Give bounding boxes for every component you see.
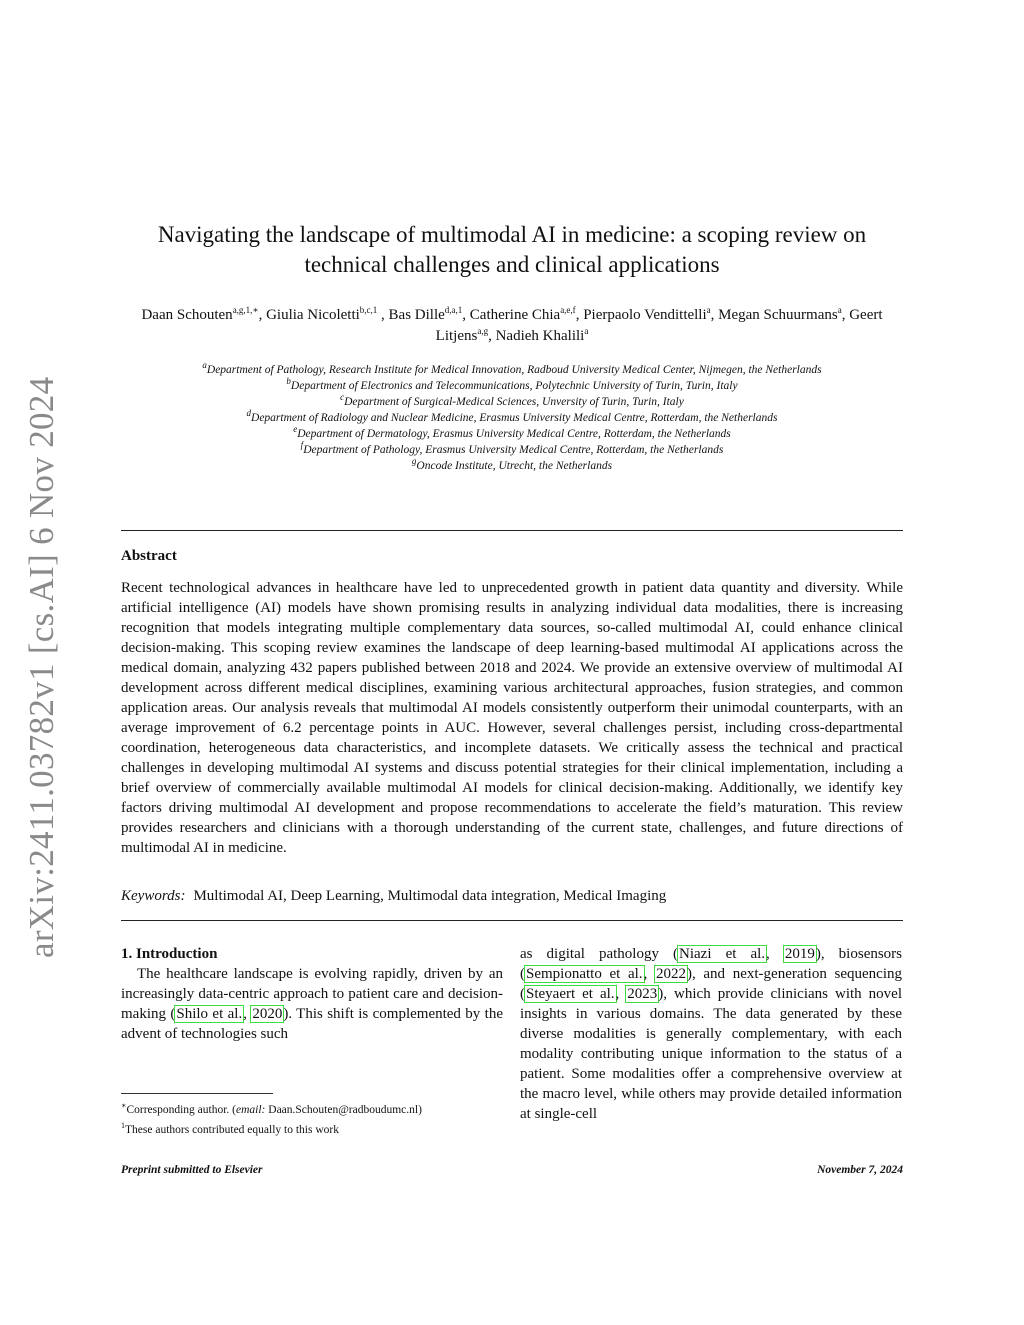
- title-line-2: technical challenges and clinical applications: [304, 252, 720, 277]
- keywords-label: Keywords:: [121, 888, 186, 904]
- footnote-rule: [121, 1093, 273, 1094]
- paper-title: [122, 220, 902, 280]
- author-name: Pierpaolo Vendittelli: [583, 307, 707, 323]
- intro-text: ), and next-generation sequencing (: [520, 966, 902, 1002]
- author-affiliation-marks: b,c,1: [359, 305, 378, 315]
- citation-link-shilo[interactable]: Shilo et al.: [176, 1006, 243, 1022]
- keywords-text: Multimodal AI, Deep Learning, Multimodal data integration, Medical Imaging: [193, 888, 667, 904]
- author-name: Bas Dille: [388, 307, 445, 323]
- author-name: Geert Litjens: [435, 307, 883, 344]
- citation-link-sempionatto[interactable]: Sempionatto et al.: [526, 966, 643, 982]
- affiliation-f: $^f$Department of Pathology, Erasmus University Medical Centre, Rotterdam, the Netherlands: [300, 440, 724, 456]
- affiliation-b: $^b$Department of Electronics and Telecommunications, Polytechnic University of Turin, Turin, Italy: [286, 376, 738, 392]
- author-name: Catherine Chia: [469, 307, 561, 323]
- author-affiliation-marks: d,a,1: [444, 305, 463, 315]
- author-name: Nadieh Khalili: [495, 328, 585, 344]
- abstract-text: Recent technological advances in healthcare have led to unprecedented growth in patient data quantity and diversity. While artificial intelligence (AI) models have shown promising results in analyzing individual data modalities, there is increasing recognition that models integrating multiple complementary data sources, so-called multimodal AI, could enhance clinical decision-making. This scoping review examines the landscape of deep learning-based multimodal AI applications across the medical domain, analyzing 432 papers published between 2018 and 2024. We provide an extensive overview of multimodal AI development across different medical disciplines, examining various architectural approaches, fusion strategies, and common application areas. Our analysis reveals that multimodal AI models consistently outperform their unimodal counterparts, with an average improvement of 6.2 percentage points in AUC. However, several challenges persist, including cross-departmental coordination, heterogeneous data characteristics, and incomplete datasets. We critically assess the technical and practical challenges in developing multimodal AI systems and discuss potential strategies for their clinical implementation, including a brief overview of commercially available multimodal AI models for clinical decision-making. Additionally, we identify key factors driving multimodal AI development and propose recommendations to accelerate the field’s maturation. This review provides researchers and clinicians with a thorough understanding of the current state, challenges, and future directions of multimodal AI in medicine.: [121, 580, 903, 856]
- footer-preprint-note: Preprint submitted to Elsevier: [121, 1164, 263, 1176]
- abstract-bottom-rule: [121, 920, 903, 921]
- footnote-corresponding-author: ∗Corresponding author. (email: Daan.Schouten@radboudumc.nl): [121, 1101, 422, 1116]
- affiliation-list: [122, 362, 902, 474]
- intro-text: The healthcare landscape is evolving rapidly, driven by an increasingly data-centric approach to patient care and decision-making (: [121, 966, 503, 1022]
- author-name: Daan Schouten: [141, 307, 233, 323]
- author-affiliation-marks: a: [706, 305, 711, 315]
- intro-text: as digital pathology (: [520, 946, 679, 962]
- author-affiliation-marks: a,e,f: [560, 305, 576, 315]
- abstract-heading: Abstract: [121, 548, 177, 564]
- intro-text: ), which provide clinicians with novel insights in various domains. The data generated by these diverse modalities is generally complementary, with each modality contributing unique information to the status of a patient. Some modalities offer a comprehensive overview at the macro level, while others may provide detailed information at single-cell: [520, 986, 902, 1122]
- author-affiliation-marks: a: [837, 305, 842, 315]
- citation-link-niazi[interactable]: Niazi et al.: [679, 946, 766, 962]
- author-name: Giulia Nicoletti: [266, 307, 360, 323]
- citation-link-steyaert[interactable]: Steyaert et al.: [526, 986, 615, 1002]
- intro-text: ), biosensors (: [520, 946, 903, 982]
- abstract-top-rule: [121, 530, 903, 531]
- author-list: Daan Schouten$^{a,g,1,∗}$, Giulia Nicoletti$^{b,c,1}$ , Bas Dille$^{d,a,1}$, Catherine Chia$^{a,e,f}$, Pierpaolo Vendittelli$^a$, Megan Schuurmans$^a$, Geert Litjens$^{a,g}$, Nadieh Khalili$^a$: [141, 305, 883, 344]
- intro-paragraph-left: The healthcare landscape is evolving rapidly, driven by an increasingly data-centric approach to patient care and decision-making (Shilo et al., 2020). This shift is complemented by the advent of technologies such: [121, 966, 503, 1042]
- affiliation-a: $^a$Department of Pathology, Research Institute for Medical Innovation, Radboud University Medical Center, Nijmegen, the Netherlands: [202, 360, 822, 376]
- intro-paragraph-right: as digital pathology (Niazi et al., 2019), biosensors (Sempionatto et al., 2022), and next-generation sequencing (Steyaert et al., 2023), which provide clinicians with novel insights in various domains. The data generated by these diverse modalities is generally complementary, with each modality contributing unique information to the status of a patient. Some modalities offer a comprehensive overview at the macro level, while others may provide detailed information at single-cell: [520, 946, 903, 1122]
- author-affiliation-marks: a,g,1,∗: [232, 305, 259, 315]
- footnotes: [121, 1098, 521, 1138]
- arxiv-stamp: arXiv:2411.03782v1 [cs.AI] 6 Nov 2024: [22, 376, 61, 958]
- intro-text: ). This shift is complemented by the advent of technologies such: [121, 1006, 503, 1042]
- author-name: Megan Schuurmans: [718, 307, 838, 323]
- left-column: [121, 944, 503, 1044]
- footnote-equal-contribution: $^1$These authors contributed equally to this work: [121, 1120, 339, 1136]
- affiliation-g: $^g$Oncode Institute, Utrecht, the Netherlands: [411, 456, 613, 472]
- affiliation-e: $^e$Department of Dermatology, Erasmus University Medical Centre, Rotterdam, the Netherlands: [293, 424, 731, 440]
- author-affiliation-marks: a: [584, 326, 589, 336]
- citation-year-link-sempionatto[interactable]: 2022: [655, 966, 686, 982]
- keywords: [121, 886, 903, 906]
- citation-year-link-shilo[interactable]: 2020: [252, 1006, 283, 1022]
- right-column: [520, 944, 902, 1124]
- author-affiliation-marks: a,g: [477, 326, 489, 336]
- footer-date: November 7, 2024: [817, 1164, 903, 1176]
- citation-year-link-steyaert[interactable]: 2023: [627, 986, 658, 1002]
- section-heading-introduction: 1. Introduction: [121, 946, 218, 962]
- affiliation-d: $^d$Department of Radiology and Nuclear Medicine, Erasmus University Medical Centre, Rotterdam, the Netherlands: [246, 408, 778, 424]
- title-line-1: Navigating the landscape of multimodal AI in medicine: a scoping review on: [157, 222, 867, 247]
- affiliation-c: $^c$Department of Surgical-Medical Sciences, Unversity of Turin, Turin, Italy: [340, 392, 684, 408]
- citation-year-link-niazi[interactable]: 2019: [784, 946, 815, 962]
